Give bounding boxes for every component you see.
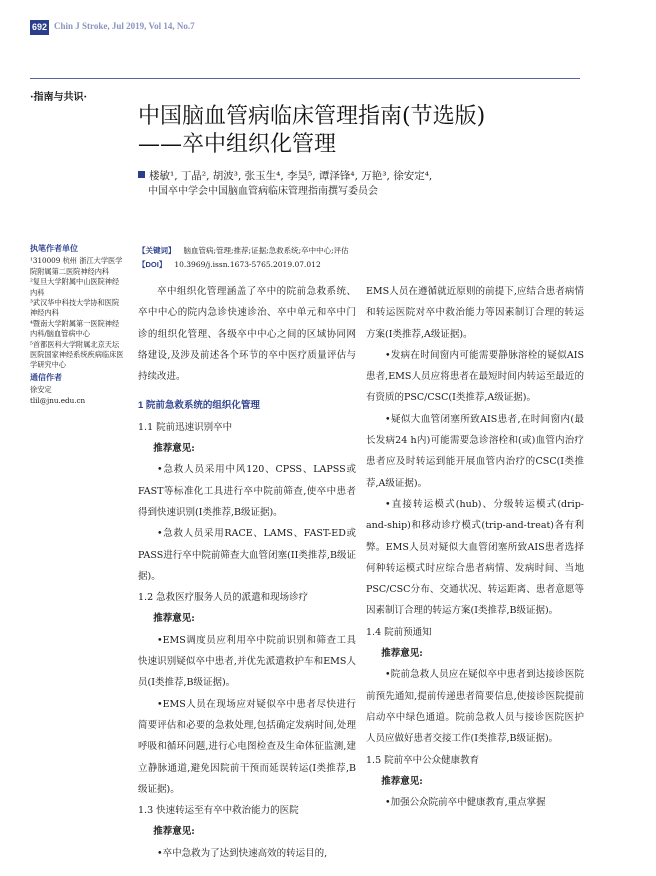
subsection-heading: 1.3 快速转运至有卒中救治能力的医院 xyxy=(138,805,299,817)
section-tag: ·指南与共识· xyxy=(30,92,87,103)
journal-running-head: Chin J Stroke, Jul 2019, Vol 14, No.7 xyxy=(54,21,195,31)
corresponding-name: 徐安定 xyxy=(30,385,52,395)
affiliation-item: ⁵首都医科大学附属北京天坛医院国家神经系统疾病临床医学研究中心 xyxy=(30,339,124,370)
subsection-heading: 1.5 院前卒中公众健康教育 xyxy=(366,754,480,766)
subsection-heading: EMS人员在遵循就近原则的前提下,应结合患者病情和转运医院对卒中救治能力等因素制订合理的转运方案(I类推荐,A级证据)。 xyxy=(366,286,584,340)
keywords-line xyxy=(138,244,349,258)
corresponding-email[interactable]: tlil@jnu.edu.cn xyxy=(30,395,86,405)
affiliation-item: ²复旦大学附属中山医院神经内科 xyxy=(30,277,120,297)
affiliation-item: ¹310009 杭州 浙江大学医学院附属第二医院神经内科 xyxy=(30,256,123,276)
section-heading: 1 院前急救系统的组织化管理 xyxy=(138,400,260,412)
body-paragraph: •EMS人员在现场应对疑似卒中患者尽快进行简要评估和必要的急救处理,包括确定发病时间,处理呼吸和循环问题,进行心电图检查及生命体征监测,建立静脉通道,避免因院前干预而延误转运(I类推荐,B级证据)。 xyxy=(138,698,356,795)
page-number-badge: 692 xyxy=(30,20,49,35)
body-paragraph: •院前急救人员应在疑似卒中患者到达接诊医院前预先通知,提前传递患者简要信息,使接诊医院提前启动卒中绿色通道。院前急救人员与接诊医院医护人员应做好患者交接工作(I类推荐,B级证据)。 xyxy=(366,669,584,745)
body-paragraph: •卒中急救为了达到快速高效的转运目的, xyxy=(157,847,328,859)
author-names: 楼敏¹, 丁晶², 胡波³, 张玉生⁴, 李昊⁵, 谭泽锋⁴, 万艳³, 徐安定⁴, xyxy=(149,170,433,182)
body-paragraph: •加强公众院前卒中健康教育,重点掌握 xyxy=(385,797,546,809)
author-list xyxy=(138,168,432,183)
body-paragraph: •疑似大血管闭塞所致AIS患者,在时间窗内(最长发病24 h内)可能需要急诊溶栓和(或)血管内治疗患者应及时转运到能开展血管内治疗的CSC(I类推荐,A级证据)。 xyxy=(366,413,584,489)
affiliation-heading: 执笔作者单位 xyxy=(30,244,78,253)
body-paragraph: •EMS调度员应利用卒中院前识别和筛查工具快速识别疑似卒中患者,并优先派遣救护车和EMS人员(I类推荐,B级证据)。 xyxy=(138,634,356,689)
body-paragraph: •急救人员采用RACE、LAMS、FAST-ED或PASS进行卒中院前筛查大血管闭塞(II类推荐,B级证据)。 xyxy=(138,528,356,582)
author-sidebar xyxy=(30,244,125,406)
doi-line xyxy=(138,258,349,272)
keywords-label: 【关键词】 xyxy=(138,246,176,255)
body-paragraph: •直接转运模式(hub)、分级转运模式(drip-and-ship)和移动诊疗模式(trip-and-treat)各有利弊。EMS人员对疑似大血管闭塞所致AIS患者选择何种转运模式时应综合患者病情、发病时间、当地PSC/CSC分布、交通状况、转运距离、患者意愿等因素制订合理的转运方案(I类推荐,B级证据)。 xyxy=(366,498,584,617)
article-title: 中国脑血管病临床管理指南(节选版) xyxy=(138,104,486,129)
corresponding-heading: 通信作者 xyxy=(30,372,62,382)
recommendation-label: 推荐意见: xyxy=(381,648,423,660)
bullet-square-icon xyxy=(138,171,145,178)
affiliation-item: ⁴暨南大学附属第一医院神经内科/脑血管病中心 xyxy=(30,318,120,339)
subsection-heading: 1.1 院前迅速识别卒中 xyxy=(138,421,233,433)
body-paragraph: •急救人员采用中风120、CPSS、LAPSS或FAST等标准化工具进行卒中院前筛查,使卒中患者得到快速识别(I类推荐,B级证据)。 xyxy=(138,464,356,518)
affiliation-item: ³武汉华中科技大学协和医院神经内科 xyxy=(30,298,120,318)
body-column-right xyxy=(366,281,584,813)
keywords-text: 脑血管病;管理;推荐;证据;急救系统;卒中中心;评估 xyxy=(183,246,349,255)
doi-label: 【DOI】 xyxy=(138,260,167,269)
subsection-heading: 1.2 急救医疗服务人员的派遣和现场诊疗 xyxy=(138,592,309,604)
subsection-heading: 1.4 院前预通知 xyxy=(366,626,432,638)
article-subtitle: ——卒中组织化管理 xyxy=(138,132,337,157)
body-paragraph: 卒中组织化管理涵盖了卒中的院前急救系统、卒中中心的院内急诊快速诊治、卒中单元和卒中门诊的组织化管理、各级卒中中心之间的区域协同网络建设,及涉及前述各个环节的卒中医疗质量评估与持续改进。 xyxy=(138,286,356,383)
recommendation-label: 推荐意见: xyxy=(153,443,195,455)
body-column-left xyxy=(138,281,356,864)
recommendation-label: 推荐意见: xyxy=(381,775,423,787)
body-paragraph: •发病在时间窗内可能需要静脉溶栓的疑似AIS患者,EMS人员应将患者在最短时间内转运至最近的有资质的PSC/CSC(I类推荐,A级证据)。 xyxy=(366,349,584,404)
author-organization: 中国卒中学会中国脑血管病临床管理指南撰写委员会 xyxy=(148,186,378,197)
doi-text[interactable]: 10.3969/j.issn.1673-5765.2019.07.012 xyxy=(174,260,321,269)
keywords-block xyxy=(138,244,349,272)
recommendation-label: 推荐意见: xyxy=(153,826,195,838)
header-divider xyxy=(30,78,580,79)
recommendation-label: 推荐意见: xyxy=(153,613,195,625)
